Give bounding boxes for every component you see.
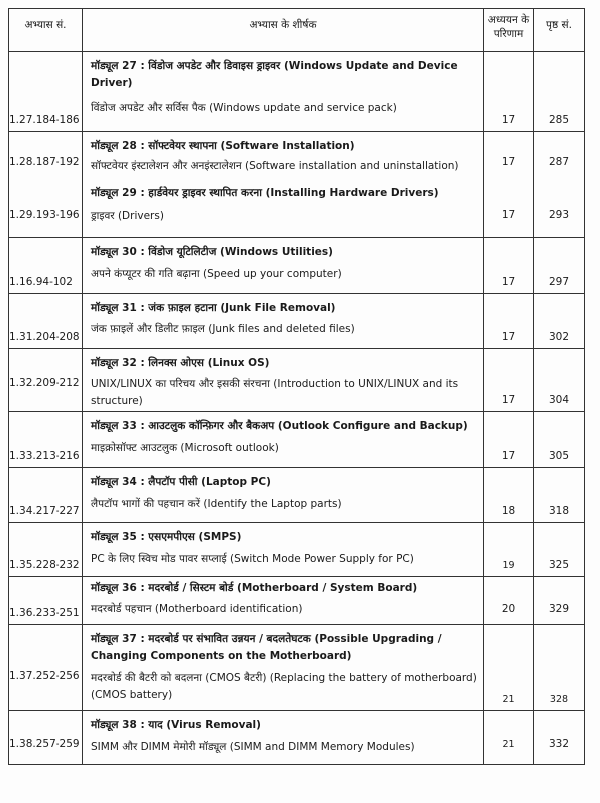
outcome-value: 17 [484, 412, 534, 468]
entry-text: SIMM और DIMM मेमोरी मॉड्यूल (SIMM and DIMM Memory Modules) [91, 741, 415, 753]
table-row [9, 468, 585, 523]
page-number: 329 [534, 577, 585, 625]
table-row [9, 52, 585, 132]
module-title: मॉड्यूल 32 : लिनक्स ओएस (Linux OS) [91, 357, 270, 369]
entry-text: जंक फ़ाइलें और डिलीट फ़ाइल (Junk files and deleted files) [91, 323, 355, 335]
row-content [83, 625, 484, 711]
practice-code: 1.36.233-251 [9, 577, 83, 625]
row-content [83, 132, 484, 238]
entry-text: सॉफ्टवेयर इंस्टालेशन और अनइंस्टालेशन (Software installation and uninstallation) [91, 160, 459, 172]
outcome-value: 17 [484, 349, 534, 412]
entry-text: अपने कंप्यूटर की गति बढ़ाना (Speed up your computer) [91, 268, 342, 280]
row-content [83, 349, 484, 412]
table-row [9, 349, 585, 412]
page-number: 287 293 [534, 132, 585, 238]
outcome-value: 17 [484, 294, 534, 349]
module-title: मॉड्यूल 33 : आउटलुक कॉन्फ़िगर और बैकअप (Outlook Configure and Backup) [91, 420, 468, 432]
header-page: पृष्ठ सं. [534, 9, 585, 52]
page-number: 328 [534, 625, 585, 711]
page-number: 325 [534, 523, 585, 577]
outcome-value: 20 [484, 577, 534, 625]
module-title: मॉड्यूल 36 : मदरबोर्ड / सिस्टम बोर्ड (Motherboard / System Board) [91, 582, 418, 594]
table-row [9, 711, 585, 765]
practice-code: 1.35.228-232 [9, 523, 83, 577]
entry-text: ड्राइवर (Drivers) [91, 210, 164, 222]
outcome-value: 19 [484, 523, 534, 577]
row-content [83, 294, 484, 349]
table-row [9, 238, 585, 294]
header-title: अभ्यास के शीर्षक [83, 9, 484, 52]
module-title: मॉड्यूल 28 : सॉफ्टवेयर स्थापना (Software Installation) [91, 140, 355, 152]
page-number: 305 [534, 412, 585, 468]
practice-code: 1.38.257-259 [9, 711, 83, 765]
outcome-value: 17 17 [484, 132, 534, 238]
entry-text: UNIX/LINUX का परिचय और इसकी संरचना (Introduction to UNIX/LINUX and its structure) [91, 378, 459, 407]
practice-code: 1.37.252-256 [9, 625, 83, 711]
entry-text: PC के लिए स्विच मोड पावर सप्लाई (Switch Mode Power Supply for PC) [91, 553, 414, 565]
module-title: मॉड्यूल 30 : विंडोज यूटिलिटीज (Windows Utilities) [91, 246, 333, 258]
row-content [83, 711, 484, 765]
page-number: 285 [534, 52, 585, 132]
page-number: 332 [534, 711, 585, 765]
module-title: मॉड्यूल 38 : याद (Virus Removal) [91, 719, 261, 731]
outcome-value: 17 [484, 238, 534, 294]
entry-text: लैपटॉप भागों की पहचान करें (Identify the Laptop parts) [91, 498, 342, 510]
row-content [83, 412, 484, 468]
outcome-value: 21 [484, 625, 534, 711]
practice-code: 1.34.217-227 [9, 468, 83, 523]
entry-text: माइक्रोसॉफ्ट आउटलुक (Microsoft outlook) [91, 442, 279, 454]
practice-code: 1.31.204-208 [9, 294, 83, 349]
module-title: मॉड्यूल 27 : विंडोज अपडेट और डिवाइस ड्राइवर (Windows Update and Device Driver) [91, 60, 458, 89]
row-content [83, 577, 484, 625]
header-outcome: अध्ययन के परिणाम [484, 9, 534, 52]
page-number: 302 [534, 294, 585, 349]
table-row [9, 412, 585, 468]
practice-code: 1.33.213-216 [9, 412, 83, 468]
row-content [83, 52, 484, 132]
page-number: 304 [534, 349, 585, 412]
outcome-value: 18 [484, 468, 534, 523]
row-content [83, 238, 484, 294]
outcome-value: 21 [484, 711, 534, 765]
entry-text: विंडोज अपडेट और सर्विस पैक (Windows update and service pack) [91, 102, 397, 114]
practice-code: 1.28.187-192 1.29.193-196 [9, 132, 83, 238]
page-number: 318 [534, 468, 585, 523]
header-practice-no: अभ्यास सं. [9, 9, 83, 52]
module-title: मॉड्यूल 34 : लैपटॉप पीसी (Laptop PC) [91, 476, 271, 488]
practice-code: 1.16.94-102 [9, 238, 83, 294]
module-title: मॉड्यूल 37 : मदरबोर्ड पर संभावित उन्नयन / बदलतेघटक (Possible Upgrading / Changing Components on the Motherboard) [91, 633, 442, 662]
table-row [9, 132, 585, 238]
entry-text: मदरबोर्ड पहचान (Motherboard identification) [91, 603, 303, 615]
module-title: मॉड्यूल 29 : हार्डवेयर ड्राइवर स्थापित करना (Installing Hardware Drivers) [91, 187, 439, 199]
table-row [9, 577, 585, 625]
contents-table [8, 8, 585, 765]
practice-code: 1.27.184-186 [9, 52, 83, 132]
table-header-row [9, 9, 585, 52]
table-row [9, 294, 585, 349]
module-title: मॉड्यूल 35 : एसएमपीएस (SMPS) [91, 531, 242, 543]
table-row [9, 625, 585, 711]
outcome-value: 17 [484, 52, 534, 132]
module-title: मॉड्यूल 31 : जंक फ़ाइल हटाना (Junk File Removal) [91, 302, 336, 314]
row-content [83, 468, 484, 523]
row-content [83, 523, 484, 577]
page-number: 297 [534, 238, 585, 294]
table-row [9, 523, 585, 577]
entry-text: मदरबोर्ड की बैटरी को बदलना (CMOS बैटरी) (Replacing the battery of motherboard) (CMOS battery) [91, 672, 477, 701]
practice-code: 1.32.209-212 [9, 349, 83, 412]
